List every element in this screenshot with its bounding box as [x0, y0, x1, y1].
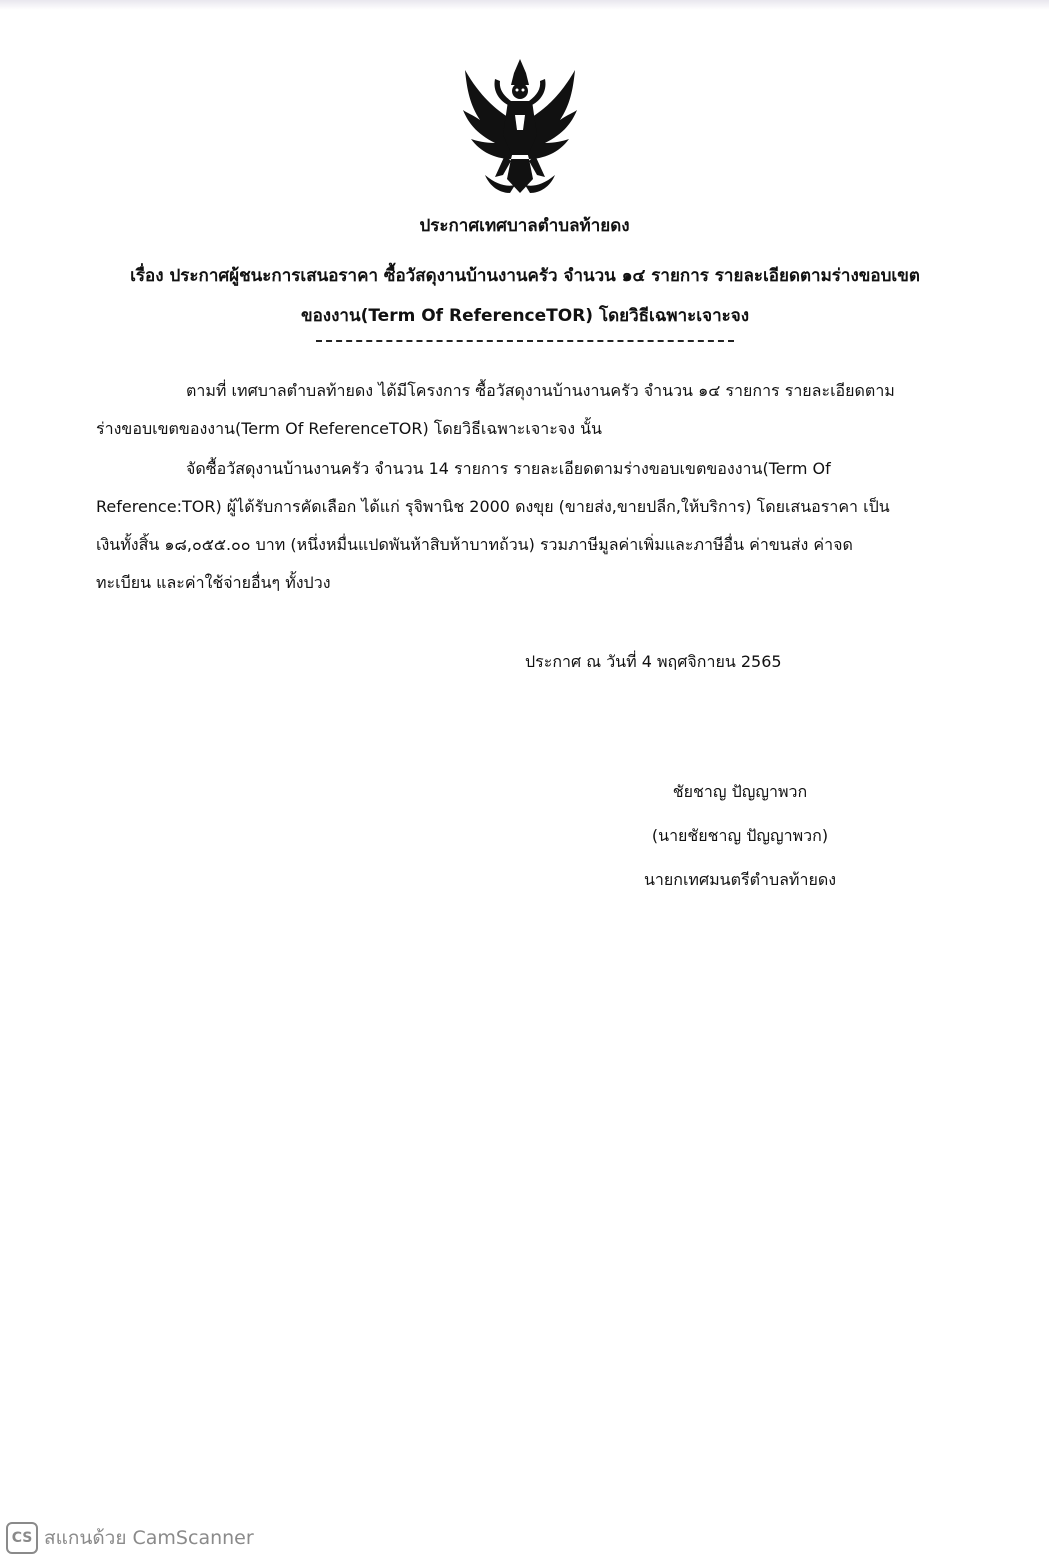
paragraph-2-line-1: จัดซื้อวัสดุงานบ้านงานครัว จำนวน 14 รายการ รายละเอียดตามร่างขอบเขตของงาน(Term Of	[186, 459, 831, 478]
signature-block	[600, 770, 880, 902]
watermark-text: สแกนด้วย CamScanner	[44, 1527, 254, 1549]
announcement-date: ประกาศ ณ วันที่ 4 พฤศจิกายน 2565	[525, 652, 782, 671]
paragraph-1	[96, 372, 956, 448]
paragraph-1-line-2: ร่างขอบเขตของงาน(Term Of ReferenceTOR) โดยวิธีเฉพาะเจาะจง นั้น	[96, 419, 602, 438]
signed-name: ชัยชาญ ปัญญาพวก	[672, 782, 808, 801]
printed-name: (นายชัยชาญ ปัญญาพวก)	[651, 826, 829, 845]
camscanner-watermark	[6, 1522, 254, 1554]
paragraph-2-line-4: ทะเบียน และค่าใช้จ่ายอื่นๆ ทั้งปวง	[96, 573, 331, 592]
camscanner-logo-icon: CS	[6, 1522, 38, 1554]
announcement-title: ประกาศเทศบาลตำบลท้ายดง	[419, 216, 630, 236]
scan-edge-band	[0, 0, 1049, 10]
subject-block	[75, 256, 975, 336]
paragraph-1-line-1: ตามที่ เทศบาลตำบลท้ายดง ได้มีโครงการ ซื้อวัสดุงานบ้านงานครัว จำนวน ๑๔ รายการ รายละเอียดตาม	[186, 381, 895, 400]
paragraph-2-line-2: Reference:TOR) ผู้ได้รับการคัดเลือก ได้แก่ รุจิพานิช 2000 ดงขุย (ขายส่ง,ขายปลีก,ให้บริการ) โดยเสนอราคา เป็น	[96, 497, 890, 516]
subject-line-1: เรื่อง ประกาศผู้ชนะการเสนอราคา ซื้อวัสดุงานบ้านงานครัว จำนวน ๑๔ รายการ รายละเอียดตามร่างขอบเขต	[130, 266, 920, 286]
paragraph-2	[96, 450, 956, 602]
subject-line-2: ของงาน(Term Of ReferenceTOR) โดยวิธีเฉพาะเจาะจง	[300, 306, 750, 326]
dashed-divider	[316, 340, 734, 342]
signer-position: นายกเทศมนตรีตำบลท้ายดง	[643, 870, 837, 889]
paragraph-2-line-3: เงินทั้งสิ้น ๑๘,๐๕๕.๐๐ บาท (หนึ่งหมื่นแปดพันห้าสิบห้าบาทถ้วน) รวมภาษีมูลค่าเพิ่มและภาษีอื่น ค่าขนส่ง ค่าจด	[96, 535, 853, 554]
garuda-emblem-icon	[445, 55, 595, 205]
